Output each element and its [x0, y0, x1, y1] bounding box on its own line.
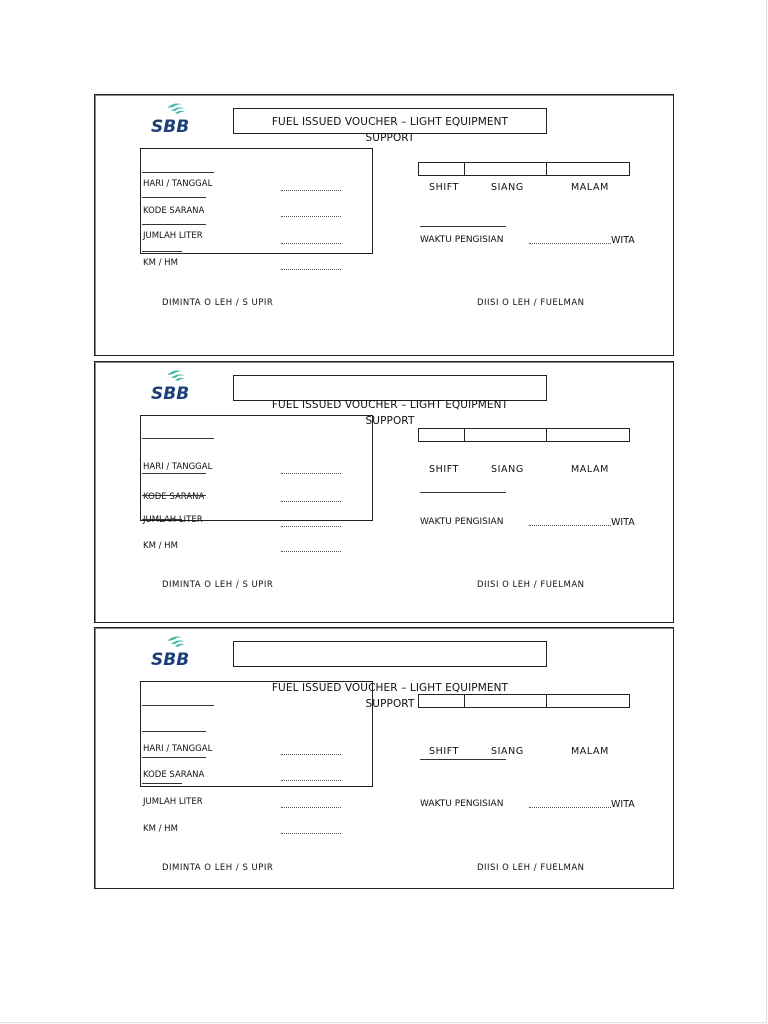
underline — [142, 172, 214, 173]
label-kode-sarana: KODE SARANA — [143, 492, 205, 502]
title-box — [233, 641, 547, 667]
diisi-oleh-fuelman: DIISI O LEH / FUELMAN — [477, 298, 585, 308]
title-line-2: SUPPORT — [365, 698, 415, 710]
underline — [420, 759, 506, 760]
underline — [142, 731, 206, 732]
title-line-1: FUEL ISSUED VOUCHER – LIGHT EQUIPMENT — [271, 682, 509, 694]
shift-label: SHIFT — [429, 182, 460, 193]
km-hm-field[interactable] — [281, 551, 341, 552]
underline — [420, 492, 506, 493]
shift-table — [418, 162, 630, 176]
voucher-title — [190, 114, 590, 146]
km-hm-field[interactable] — [281, 269, 341, 270]
label-kode-sarana: KODE SARANA — [143, 770, 205, 780]
underline — [142, 705, 214, 706]
hari-tanggal-field[interactable] — [281, 754, 341, 755]
km-hm-field[interactable] — [281, 833, 341, 834]
shift-label: SHIFT — [429, 464, 460, 475]
wita-label: WITA — [611, 235, 635, 246]
label-jumlah-liter: JUMLAH LITER — [143, 797, 203, 807]
hari-tanggal-field[interactable] — [281, 473, 341, 474]
svg-text:SBB: SBB — [151, 650, 190, 668]
underline — [142, 783, 182, 784]
label-hari-tanggal: HARI / TANGGAL — [143, 179, 213, 189]
jumlah-liter-field[interactable] — [281, 807, 341, 808]
jumlah-liter-field[interactable] — [281, 526, 341, 527]
underline — [142, 757, 206, 758]
shift-table — [418, 428, 630, 442]
waktu-pengisian-field[interactable] — [529, 243, 611, 244]
underline — [142, 495, 206, 496]
sbb-logo-icon — [149, 632, 197, 668]
title-line-2: SUPPORT — [365, 415, 415, 427]
label-waktu-pengisian: WAKTU PENGISIAN — [420, 799, 504, 809]
fuel-voucher-1 — [94, 94, 674, 356]
jumlah-liter-field[interactable] — [281, 243, 341, 244]
diisi-oleh-fuelman: DIISI O LEH / FUELMAN — [477, 580, 585, 590]
malam-label: MALAM — [571, 746, 609, 757]
underline — [142, 438, 214, 439]
diminta-oleh-supir: DIMINTA O LEH / S UPIR — [162, 580, 274, 590]
wita-label: WITA — [611, 517, 635, 528]
label-km-hm: KM / HM — [143, 824, 178, 834]
diminta-oleh-supir: DIMINTA O LEH / S UPIR — [162, 863, 274, 873]
kode-sarana-field[interactable] — [281, 780, 341, 781]
siang-label: SIANG — [491, 182, 524, 193]
malam-label: MALAM — [571, 182, 609, 193]
diminta-oleh-supir: DIMINTA O LEH / S UPIR — [162, 298, 274, 308]
label-km-hm: KM / HM — [143, 258, 178, 268]
siang-label: SIANG — [491, 464, 524, 475]
underline — [142, 519, 182, 520]
fuel-voucher-2 — [94, 361, 674, 623]
malam-label: MALAM — [571, 464, 609, 475]
svg-text:SBB: SBB — [151, 117, 190, 135]
fuel-voucher-3 — [94, 627, 674, 889]
svg-text:SBB: SBB — [151, 384, 190, 402]
underline — [142, 251, 182, 252]
hari-tanggal-field[interactable] — [281, 190, 341, 191]
shift-table — [418, 694, 630, 708]
label-km-hm: KM / HM — [143, 541, 178, 551]
label-jumlah-liter: JUMLAH LITER — [143, 515, 203, 525]
kode-sarana-field[interactable] — [281, 501, 341, 502]
kode-sarana-field[interactable] — [281, 216, 341, 217]
label-waktu-pengisian: WAKTU PENGISIAN — [420, 235, 504, 245]
underline — [142, 197, 206, 198]
underline — [420, 226, 506, 227]
wita-label: WITA — [611, 799, 635, 810]
title-line-2: SUPPORT — [365, 132, 415, 144]
label-waktu-pengisian: WAKTU PENGISIAN — [420, 517, 504, 527]
label-jumlah-liter: JUMLAH LITER — [143, 231, 203, 241]
siang-label: SIANG — [491, 746, 524, 757]
label-kode-sarana: KODE SARANA — [143, 206, 205, 216]
waktu-pengisian-field[interactable] — [529, 807, 611, 808]
label-hari-tanggal: HARI / TANGGAL — [143, 462, 213, 472]
waktu-pengisian-field[interactable] — [529, 525, 611, 526]
underline — [142, 224, 206, 225]
diisi-oleh-fuelman: DIISI O LEH / FUELMAN — [477, 863, 585, 873]
shift-label: SHIFT — [429, 746, 460, 757]
title-line-1: FUEL ISSUED VOUCHER – LIGHT EQUIPMENT — [271, 399, 509, 411]
title-line-1: FUEL ISSUED VOUCHER – LIGHT EQUIPMENT — [271, 116, 509, 128]
underline — [142, 473, 206, 474]
label-hari-tanggal: HARI / TANGGAL — [143, 744, 213, 754]
